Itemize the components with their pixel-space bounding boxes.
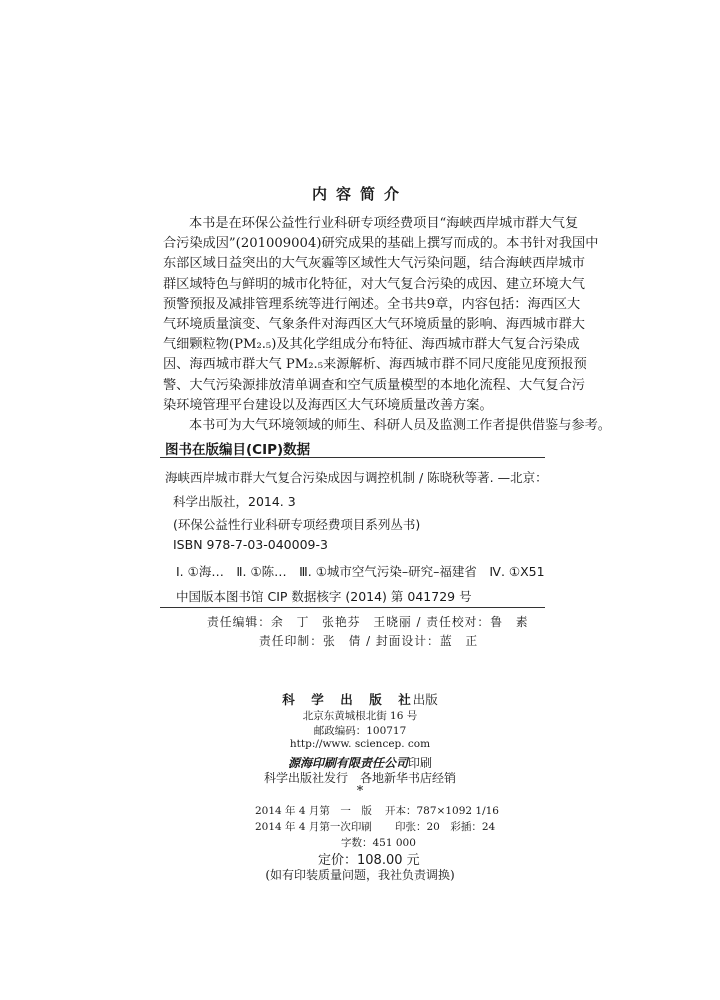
- cip-bottom-rule: [160, 607, 545, 608]
- cip-series: (环保公益性行业科研专项经费项目系列丛书): [173, 517, 421, 532]
- printer-name: 源海印刷有限责任公司: [287, 756, 408, 770]
- summary-line: 本书是在环保公益性行业科研专项经费项目“海峡西岸城市群大气复: [189, 216, 579, 231]
- summary-line: 气环境质量演变、气象条件对海西区大气环境质量的影响、海西城市群大: [163, 317, 585, 333]
- sheets-plates: 印张：20 彩插：24: [395, 821, 496, 833]
- summary-body: [163, 214, 720, 436]
- summary-line: 东部区域日益突出的大气灰霾等区域性大气污染问题，结合海峡西岸城市: [163, 256, 585, 272]
- summary-line: 气细颗粒物(PM₂.₅)及其化学组成分布特征、海西城市群大气复合污染成: [163, 337, 580, 353]
- printer-suffix: 印刷: [408, 756, 433, 770]
- summary-paragraph-2: 本书可为大气环境领域的师生、科研人员及监测工作者提供借鉴与参考。: [189, 418, 611, 434]
- cip-classification: Ⅰ. ①海… Ⅱ. ①陈… Ⅲ. ①城市空气污染–研究–福建省 Ⅳ. ①X51: [176, 564, 545, 579]
- cip-top-rule: [160, 457, 545, 458]
- format-size: 开本：787×1092 1/16: [385, 805, 499, 817]
- editors-line: 责任印制：张 倩 / 封面设计：蓝 正: [259, 634, 479, 648]
- summary-line: 合污染成因”(201009004)研究成果的基础上撰写而成的。本书针对我国中: [163, 236, 599, 252]
- url: http://www. sciencep. com: [289, 738, 431, 750]
- summary-title: 内容简介: [311, 185, 408, 203]
- star-separator: *: [356, 784, 364, 799]
- cip-line: 海峡西岸城市群大气复合污染成因与调控机制 / 陈晓秋等著. —北京：: [165, 470, 548, 485]
- publisher: [0, 689, 720, 708]
- quality-notice: (如有印装质量问题，我社负责调换): [265, 868, 455, 882]
- publisher-name: 科 学 出 版 社: [282, 692, 413, 707]
- summary-line: 因、海西城市群大气 PM₂.₅来源解析、海西城市群不同尺度能见度预报预: [163, 357, 587, 373]
- print-date: 2014 年 4 月第一次印刷: [255, 821, 372, 833]
- distribution: 科学出版社发行 各地新华书店经销: [263, 771, 456, 785]
- cip-heading: 图书在版编目(CIP)数据: [165, 442, 311, 458]
- edition-date: 2014 年 4 月第 一 版: [255, 805, 372, 817]
- editors-line: 责任编辑：余 丁 张艳芬 王晓丽 / 责任校对：鲁 素: [207, 615, 529, 629]
- word-count: 字数：451 000: [341, 837, 416, 849]
- summary-line: 警、大气污染源排放清单调查和空气质量模型的本地化流程、大气复合污: [163, 377, 585, 393]
- cip-number: 中国版本图书馆 CIP 数据核字 (2014) 第 041729 号: [176, 589, 472, 604]
- summary-line: 染环境管理平台建设以及海西区大气环境质量改善方案。: [163, 397, 493, 413]
- postcode: 邮政编码：100717: [313, 725, 407, 737]
- summary-line: 预警预报及减排管理系统等进行阐述。全书共9章，内容包括：海西区大: [163, 296, 581, 312]
- publisher-suffix: 出版: [412, 692, 438, 707]
- cip-line: 科学出版社，2014. 3: [173, 494, 296, 509]
- cip-isbn: ISBN 978-7-03-040009-3: [173, 537, 328, 552]
- summary-line: 群区域特色与鲜明的城市化特征，对大气复合污染的成因、建立环境大气: [163, 276, 585, 292]
- address: 北京东黄城根北街 16 号: [302, 710, 418, 722]
- price: 定价：108.00 元: [318, 853, 420, 868]
